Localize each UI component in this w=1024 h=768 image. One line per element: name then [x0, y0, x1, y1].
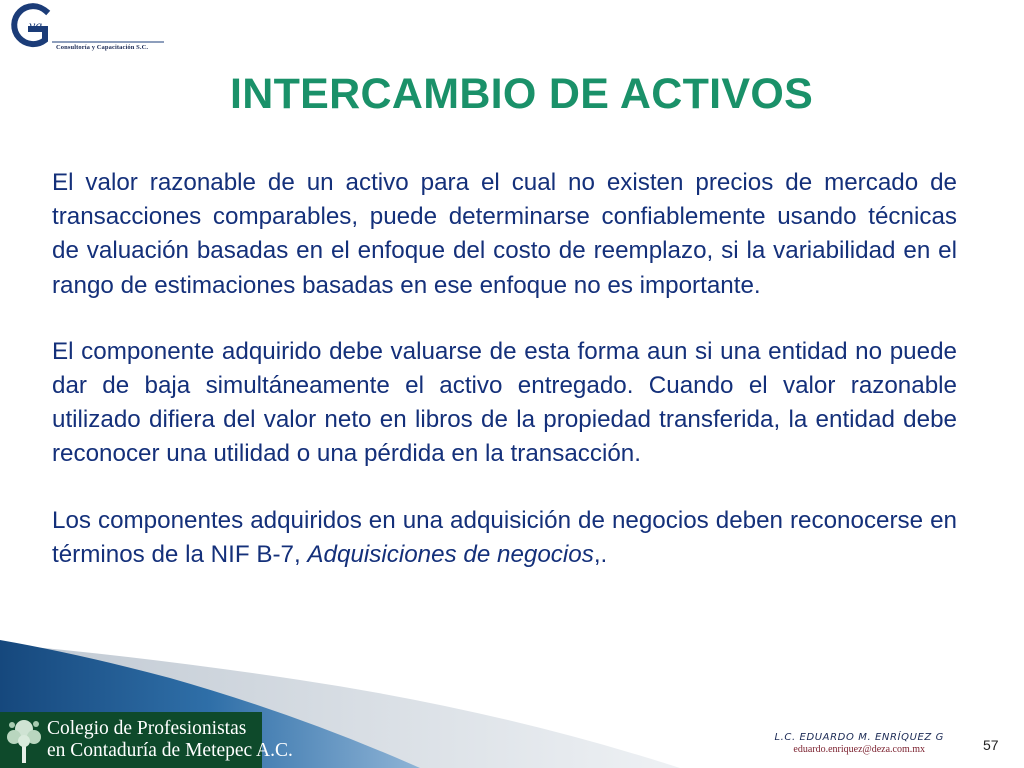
colegio-line-2: en Contaduría de Metepec A.C.: [47, 740, 293, 761]
nif-reference: Adquisiciones de negocios: [307, 540, 594, 568]
paragraph-3: [52, 504, 957, 572]
paragraph-3-end: ,.: [593, 540, 608, 568]
paragraph-1: El valor razonable de un activo para el cual no existen precios de mercado de transacciones comparables, puede determinarse confiablemente usando técnicas de valuación basadas en el enfoque del costo de reemplazo, si la variabilidad en el rango de estimaciones basadas en ese enfoque no es importante.: [52, 169, 957, 299]
author-email: eduardo.enriquez@deza.com.mx: [793, 744, 926, 755]
colegio-logo: [0, 712, 293, 768]
colegio-line-1: Colegio de Profesionistas: [47, 718, 247, 739]
logo-tagline: Consultoría y Capacitación S.C.: [56, 44, 149, 51]
author-signature: [774, 732, 944, 755]
author-name: L.C. EDUARDO M. ENRÍQUEZ G: [774, 732, 944, 743]
gva-logo: [4, 2, 164, 54]
svg-text:va: va: [29, 19, 43, 34]
tree-icon: [4, 715, 44, 765]
paragraph-3-text: Los componentes adquiridos en una adquisición de negocios deben reconocerse en términos de la NIF B-7,: [52, 506, 957, 568]
slide-body: [52, 166, 957, 572]
paragraph-2: El componente adquirido debe valuarse de esta forma aun si una entidad no puede dar de baja simultáneamente el activo entregado. Cuando el valor razonable utilizado difiera del valor neto en libros de la propiedad transferida, la entidad debe reconocer una utilidad o una pérdida en la transacción.: [52, 337, 957, 468]
page-number: 57: [983, 737, 999, 753]
slide-title: INTERCAMBIO DE ACTIVOS: [230, 70, 814, 118]
